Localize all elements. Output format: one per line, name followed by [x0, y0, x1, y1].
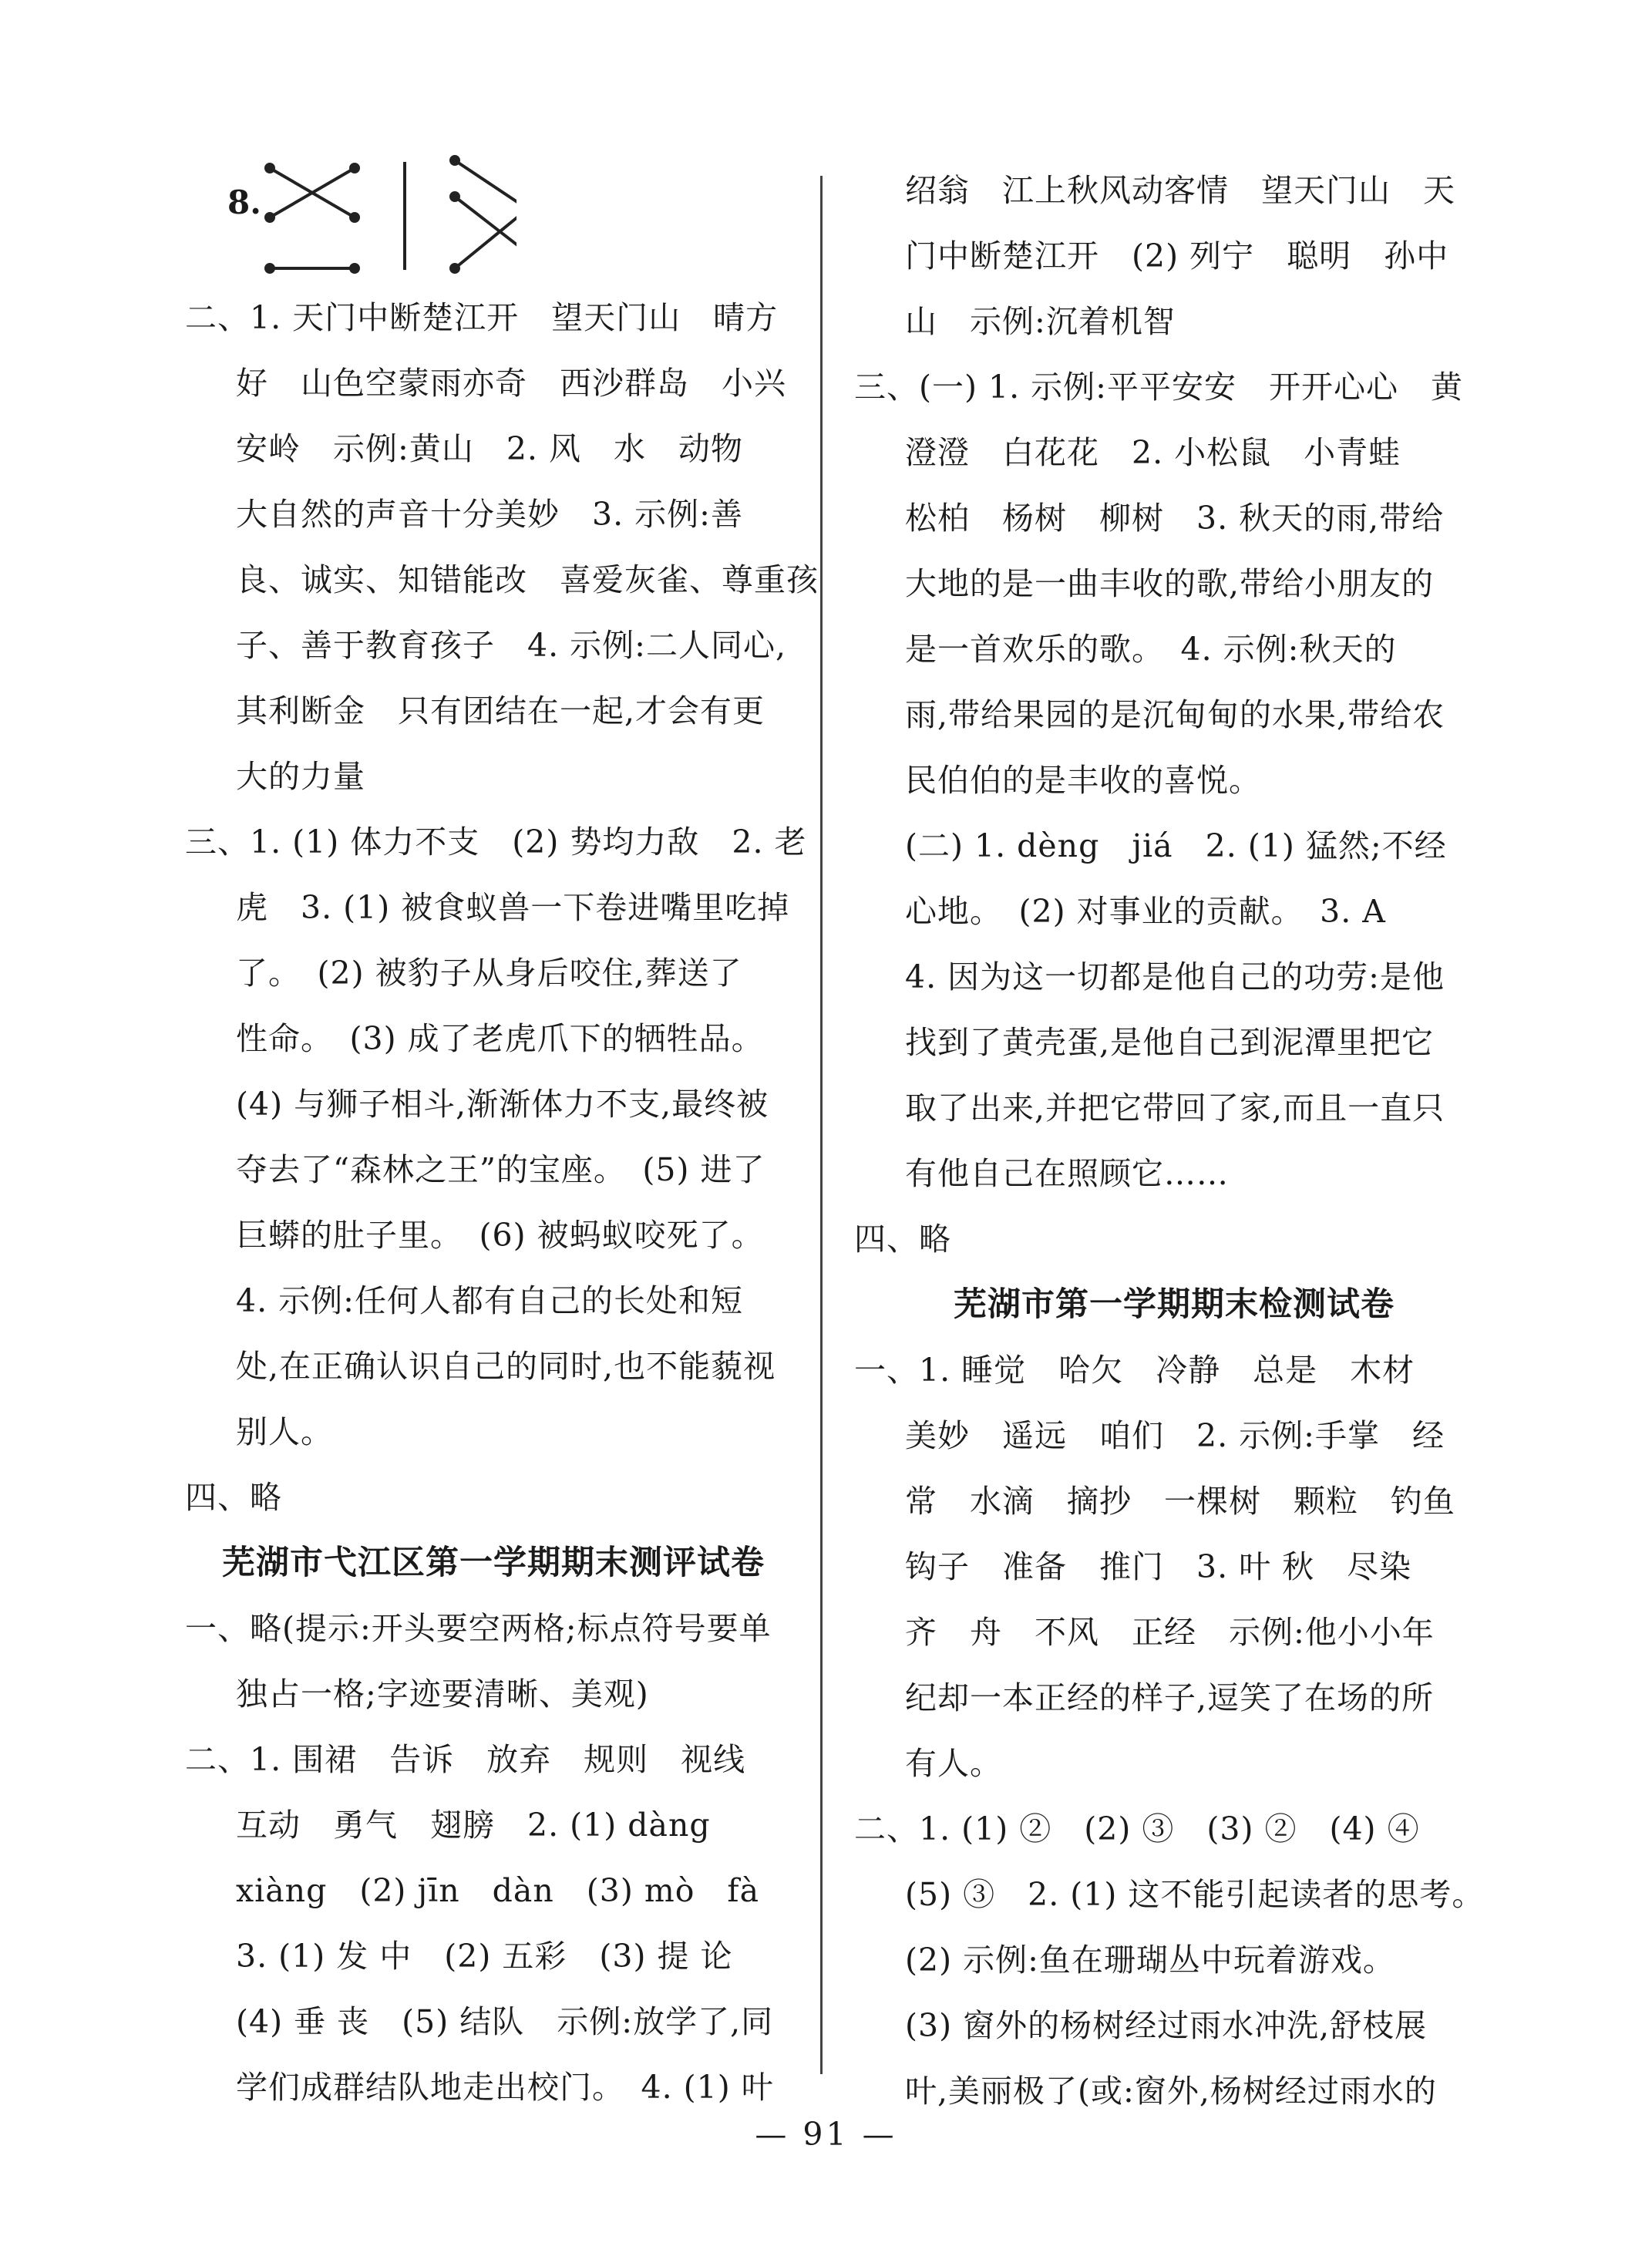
answer-line: 夺去了“森林之王”的宝座。 (5) 进了: [236, 1151, 765, 1188]
answer-line: 四、略: [854, 1221, 951, 1258]
answer-line: 心地。 (2) 对事业的贡献。 3. A: [905, 893, 1386, 930]
answer-line: (2) 示例:鱼在珊瑚丛中玩着游戏。: [905, 1942, 1395, 1979]
answer-line: 一、1. 睡觉 哈欠 冷静 总是 木材: [854, 1352, 1415, 1389]
left-answer-lines: [185, 285, 819, 2120]
answer-line: (4) 垂 丧 (5) 结队 示例:放学了,同: [236, 2003, 774, 2040]
answer-line: 其利断金 只有团结在一起,才会有更: [236, 692, 765, 729]
answer-line: 性命。 (3) 成了老虎爪下的牺牲品。: [236, 1020, 764, 1057]
answer-line: 子、善于教育孩子 4. 示例:二人同心,: [236, 627, 786, 664]
answer-line: 学们成群结队地走出校门。 4. (1) 叶: [236, 2069, 774, 2106]
answer-line: 雨,带给果园的是沉甸甸的水果,带给农: [905, 696, 1445, 733]
answer-line: 常 水滴 摘抄 一棵树 颗粒 钓鱼: [905, 1483, 1455, 1520]
answer-line: 大自然的声音十分美妙 3. 示例:善: [236, 496, 743, 533]
answer-line: 取了出来,并把它带回了家,而且一直只: [905, 1090, 1445, 1127]
answer-line: 绍翁 江上秋风动客情 望天门山 天: [905, 172, 1455, 209]
answer-line: xiàng (2) jīn dàn (3) mò fà: [236, 1872, 760, 1909]
answer-line: 别人。: [236, 1413, 333, 1450]
answer-line: 三、(一) 1. 示例:平平安安 开开心心 黄: [854, 369, 1463, 406]
matching-figure-8: [185, 154, 802, 278]
answer-line: (二) 1. dèng jiá 2. (1) 猛然;不经: [905, 827, 1447, 864]
answer-line: 美妙 遥远 咱们 2. 示例:手掌 经: [905, 1417, 1445, 1454]
answer-line: 是一首欢乐的歌。 4. 示例:秋天的: [905, 631, 1397, 668]
section-title: 芜湖市第一学期期末检测试卷: [954, 1285, 1395, 1324]
right-answer-lines: [854, 158, 1494, 2124]
column-divider: [820, 176, 823, 2074]
answer-line: 有人。: [905, 1745, 1002, 1782]
answer-line: 巨蟒的肚子里。 (6) 被蚂蚁咬死了。: [236, 1217, 764, 1254]
answer-line: 门中断楚江开 (2) 列宁 聪明 孙中: [905, 237, 1449, 274]
answer-line: 山 示例:沉着机智: [905, 303, 1176, 340]
answer-line: 独占一格;字迹要清晰、美观): [236, 1676, 649, 1713]
answer-line: (5) ③ 2. (1) 这不能引起读者的思考。: [905, 1876, 1485, 1913]
answer-line: 良、诚实、知错能改 喜爱灰雀、尊重孩: [236, 561, 819, 598]
answer-line: 纪却一本正经的样子,逗笑了在场的所: [905, 1679, 1435, 1716]
answer-line: 三、1. (1) 体力不支 (2) 势均力敌 2. 老: [185, 823, 807, 860]
answer-line: 民伯伯的是丰收的喜悦。: [905, 762, 1261, 799]
answer-line: 3. (1) 发 中 (2) 五彩 (3) 提 论: [236, 1938, 733, 1975]
answer-line: (4) 与狮子相斗,渐渐体力不支,最终被: [236, 1086, 769, 1123]
right-column: [854, 158, 1494, 2124]
answer-line: 一、略(提示:开头要空两格;标点符号要单: [185, 1610, 772, 1647]
answer-line: 处,在正确认识自己的同时,也不能藐视: [236, 1348, 776, 1385]
answer-line: 虎 3. (1) 被食蚁兽一下卷进嘴里吃掉: [236, 889, 790, 926]
answer-line: 安岭 示例:黄山 2. 风 水 动物: [236, 430, 743, 467]
answer-line: 好 山色空蒙雨亦奇 西沙群岛 小兴: [236, 365, 786, 402]
answer-line: 松柏 杨树 柳树 3. 秋天的雨,带给: [905, 500, 1445, 537]
section-title: 芜湖市弋江区第一学期期末测评试卷: [222, 1544, 765, 1582]
answer-line: 大的力量: [236, 758, 365, 795]
answer-line: 齐 舟 不风 正经 示例:他小小年: [905, 1614, 1435, 1651]
answer-line: 澄澄 白花花 2. 小松鼠 小青蛙: [905, 434, 1401, 471]
answer-line: 4. 示例:任何人都有自己的长处和短: [236, 1282, 743, 1319]
matching-lines-diagram: [262, 154, 516, 278]
figure-number: 8.: [227, 184, 261, 221]
answer-line: 大地的是一曲丰收的歌,带给小朋友的: [905, 565, 1435, 602]
answer-line: 四、略: [185, 1479, 282, 1516]
answer-line: 了。 (2) 被豹子从身后咬住,葬送了: [236, 955, 742, 992]
answer-line: 钩子 准备 推门 3. 叶 秋 尽染: [905, 1548, 1412, 1585]
answer-line: 叶,美丽极了(或:窗外,杨树经过雨水的: [905, 2073, 1437, 2110]
answer-line: 二、1. (1) ② (2) ③ (3) ② (4) ④: [854, 1810, 1420, 1847]
answer-line: 4. 因为这一切都是他自己的功劳:是他: [905, 958, 1445, 995]
answer-line: 有他自己在照顾它……: [905, 1155, 1229, 1192]
answer-line: 互动 勇气 翅膀 2. (1) dàng: [236, 1807, 711, 1844]
answer-line: 二、1. 围裙 告诉 放弃 规则 视线: [185, 1741, 746, 1778]
left-column: [185, 154, 819, 2120]
answer-line: 二、1. 天门中断楚江开 望天门山 晴方: [185, 299, 779, 336]
answer-line: 找到了黄壳蛋,是他自己到泥潭里把它: [905, 1024, 1435, 1061]
page-number: — 91 —: [755, 2116, 897, 2153]
answer-line: (3) 窗外的杨树经过雨水冲洗,舒枝展: [905, 2007, 1428, 2044]
